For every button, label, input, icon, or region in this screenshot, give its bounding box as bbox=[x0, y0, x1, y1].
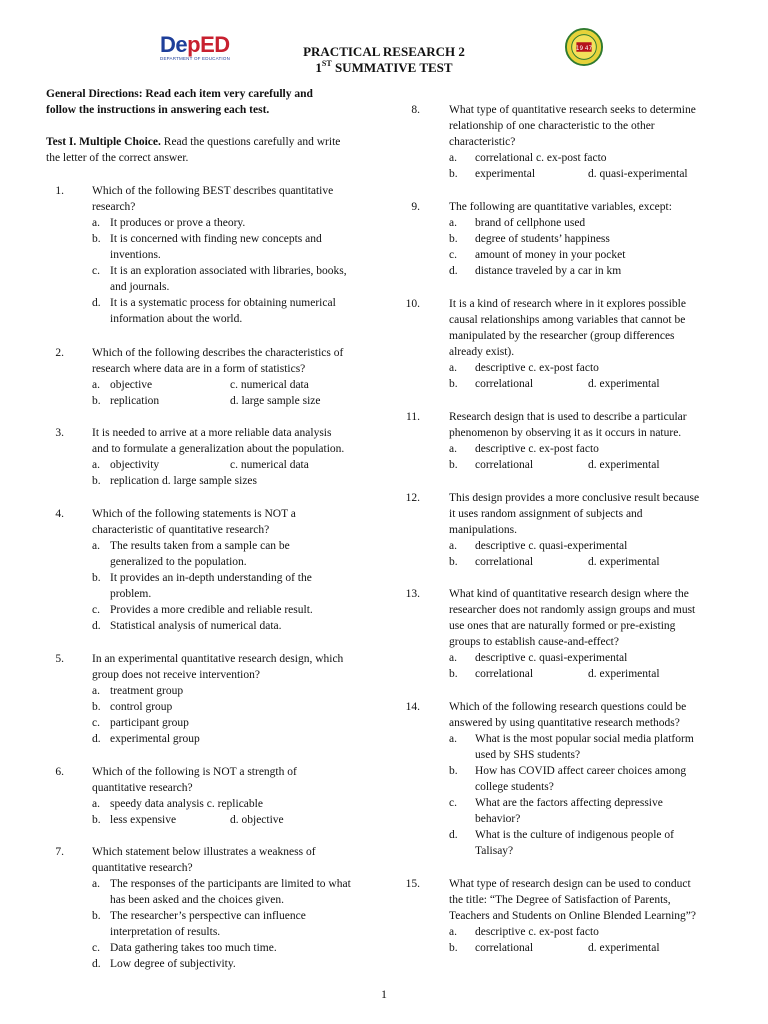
option-letter: a. bbox=[449, 443, 457, 455]
question-text: groups to establish cause-and-effect? bbox=[449, 636, 619, 648]
question-text: manipulated by the researcher (group differences bbox=[449, 330, 675, 342]
question-number: 15. bbox=[405, 878, 420, 890]
option-letter: a. bbox=[449, 152, 457, 164]
option-letter: b. bbox=[449, 556, 458, 568]
question-number: 11. bbox=[406, 411, 420, 423]
option-letter: a. bbox=[92, 685, 100, 697]
option-letter: d. bbox=[92, 958, 101, 970]
option-text: information about the world. bbox=[110, 313, 243, 325]
option-text: Talisay? bbox=[475, 845, 514, 857]
option-letter: b. bbox=[449, 168, 458, 180]
option-text: Provides a more credible and reliable result. bbox=[110, 604, 313, 616]
question-number: 8. bbox=[411, 104, 420, 116]
option-text-right: c. numerical data bbox=[230, 459, 309, 471]
question-text: already exist). bbox=[449, 346, 515, 358]
deped-logo-text-ped: pED bbox=[187, 32, 230, 57]
option-letter: a. bbox=[449, 652, 457, 664]
option-text: The responses of the participants are limited to what bbox=[110, 878, 351, 890]
option-letter: b. bbox=[92, 701, 101, 713]
option-letter: d. bbox=[92, 297, 101, 309]
question-text: it uses random assignment of subjects and bbox=[449, 508, 643, 520]
option-letter: b. bbox=[449, 233, 458, 245]
option-text: has been asked and the choices given. bbox=[110, 894, 285, 906]
question-text: It is needed to arrive at a more reliable data analysis bbox=[92, 427, 332, 439]
option-text: problem. bbox=[110, 588, 152, 600]
option-text: descriptive c. quasi-experimental bbox=[475, 540, 628, 552]
option-text: correlational bbox=[475, 668, 534, 680]
question-text: It is a kind of research where in it explores possible bbox=[449, 298, 686, 310]
question-text: and to formulate a generalization about the population. bbox=[92, 443, 345, 455]
option-text: correlational c. ex-post facto bbox=[475, 152, 607, 164]
option-letter: a. bbox=[449, 733, 457, 745]
question-text: relationship of one characteristic to the other bbox=[449, 120, 655, 132]
question-text: In an experimental quantitative research design, which bbox=[92, 653, 344, 665]
question-number: 1. bbox=[55, 185, 64, 197]
option-letter: a. bbox=[449, 926, 457, 938]
option-letter: a. bbox=[92, 798, 100, 810]
option-text: brand of cellphone used bbox=[475, 217, 586, 229]
question-text: What type of research design can be used to conduct bbox=[449, 878, 691, 890]
option-text: and journals. bbox=[110, 281, 170, 293]
option-letter: b. bbox=[449, 942, 458, 954]
option-letter: a. bbox=[449, 362, 457, 374]
question-number: 4. bbox=[55, 508, 64, 520]
option-text: What are the factors affecting depressive bbox=[475, 797, 663, 809]
option-text: distance traveled by a car in km bbox=[475, 265, 622, 277]
question-text: The following are quantitative variables, except: bbox=[449, 201, 672, 213]
option-letter: c. bbox=[92, 717, 100, 729]
option-text: It is an exploration associated with libraries, books, bbox=[110, 265, 347, 277]
option-text: descriptive c. ex-post facto bbox=[475, 443, 599, 455]
option-letter: c. bbox=[449, 249, 457, 261]
subtitle-rest: SUMMATIVE TEST bbox=[331, 60, 453, 75]
question-text: What type of quantitative research seeks to determine bbox=[449, 104, 696, 116]
option-letter: c. bbox=[449, 797, 457, 809]
question-text: research where data are in a form of statistics? bbox=[92, 363, 306, 375]
option-letter: c. bbox=[92, 265, 100, 277]
option-text: treatment group bbox=[110, 685, 184, 697]
question-text: research? bbox=[92, 201, 136, 213]
question-number: 5. bbox=[55, 653, 64, 665]
option-text: replication bbox=[110, 395, 160, 407]
option-text: amount of money in your pocket bbox=[475, 249, 626, 261]
question-text: quantitative research? bbox=[92, 782, 193, 794]
test-instructions-line-2: the letter of the correct answer. bbox=[46, 152, 189, 164]
general-directions-line-2: follow the instructions in answering each test. bbox=[46, 104, 270, 116]
option-text: replication d. large sample sizes bbox=[110, 475, 258, 487]
option-letter: a. bbox=[92, 459, 100, 471]
page-subtitle bbox=[0, 60, 768, 76]
question-number: 14. bbox=[405, 701, 420, 713]
option-letter: c. bbox=[92, 942, 100, 954]
option-letter: d. bbox=[449, 265, 458, 277]
question-text: Which of the following statements is NOT a bbox=[92, 508, 296, 520]
option-text: It produces or prove a theory. bbox=[110, 217, 246, 229]
option-text-right: d. experimental bbox=[588, 668, 660, 680]
option-text: How has COVID affect career choices among bbox=[475, 765, 687, 777]
option-letter: a. bbox=[92, 217, 100, 229]
question-text: characteristic of quantitative research? bbox=[92, 524, 270, 536]
question-text: group does not receive intervention? bbox=[92, 669, 260, 681]
deped-logo-text-de: De bbox=[160, 32, 188, 57]
option-text: descriptive c. quasi-experimental bbox=[475, 652, 628, 664]
option-text-right: d. experimental bbox=[588, 942, 660, 954]
test-instructions-rest: Read the questions carefully and write bbox=[160, 136, 341, 148]
question-number: 12. bbox=[405, 492, 420, 504]
option-letter: b. bbox=[449, 765, 458, 777]
option-text: experimental group bbox=[110, 733, 200, 745]
option-text: Data gathering takes too much time. bbox=[110, 942, 277, 954]
option-text: descriptive c. ex-post facto bbox=[475, 362, 599, 374]
option-text: college students? bbox=[475, 781, 554, 793]
question-text: Which of the following BEST describes quantitative bbox=[92, 185, 334, 197]
option-text: experimental bbox=[475, 168, 536, 180]
test-instructions-line-1 bbox=[46, 134, 340, 150]
subtitle-sup: ST bbox=[321, 59, 332, 68]
question-text: Which statement below illustrates a weakness of bbox=[92, 846, 316, 858]
option-text: What is the culture of indigenous people of bbox=[475, 829, 674, 841]
option-text: correlational bbox=[475, 378, 534, 390]
question-text: Which of the following is NOT a strength of bbox=[92, 766, 297, 778]
option-text-right: d. experimental bbox=[588, 556, 660, 568]
question-text: researcher does not randomly assign groups and must bbox=[449, 604, 696, 616]
question-text: characteristic? bbox=[449, 136, 516, 148]
deped-logo-tagline: DEPARTMENT OF EDUCATION bbox=[160, 56, 231, 61]
question-text: This design provides a more conclusive result because bbox=[449, 492, 700, 504]
option-letter: a. bbox=[92, 379, 100, 391]
page-title: PRACTICAL RESEARCH 2 bbox=[303, 44, 465, 59]
option-text: Low degree of subjectivity. bbox=[110, 958, 236, 970]
option-text: correlational bbox=[475, 459, 534, 471]
option-text: It is a systematic process for obtaining numerical bbox=[110, 297, 336, 309]
question-text: quantitative research? bbox=[92, 862, 193, 874]
option-text: descriptive c. ex-post facto bbox=[475, 926, 599, 938]
question-text: Teachers and Students on Online Blended Learning”? bbox=[449, 910, 697, 922]
option-text: used by SHS students? bbox=[475, 749, 581, 761]
option-text: correlational bbox=[475, 942, 534, 954]
option-text: speedy data analysis c. replicable bbox=[110, 798, 263, 810]
question-number: 3. bbox=[55, 427, 64, 439]
option-letter: a. bbox=[92, 878, 100, 890]
question-text: the title: “The Degree of Satisfaction of Parents, bbox=[449, 894, 671, 906]
option-letter: b. bbox=[92, 910, 101, 922]
question-text: Which of the following research questions could be bbox=[449, 701, 687, 713]
option-text: What is the most popular social media platform bbox=[475, 733, 694, 745]
option-text-right: d. experimental bbox=[588, 459, 660, 471]
seal-text: 19 47 bbox=[575, 45, 593, 52]
question-text: Which of the following describes the characteristics of bbox=[92, 347, 344, 359]
option-text: correlational bbox=[475, 556, 534, 568]
option-letter: b. bbox=[92, 572, 101, 584]
option-text: generalized to the population. bbox=[110, 556, 247, 568]
page-number: 1 bbox=[381, 987, 387, 1001]
option-letter: a. bbox=[449, 217, 457, 229]
option-text-right: d. quasi-experimental bbox=[588, 168, 688, 180]
option-text-right: c. numerical data bbox=[230, 379, 309, 391]
question-number: 7. bbox=[55, 846, 64, 858]
option-text: participant group bbox=[110, 717, 189, 729]
option-letter: a. bbox=[92, 540, 100, 552]
option-letter: d. bbox=[449, 829, 458, 841]
option-text: The researcher’s perspective can influence bbox=[110, 910, 306, 922]
question-text: Research design that is used to describe a particular bbox=[449, 411, 687, 423]
option-letter: b. bbox=[92, 475, 101, 487]
option-letter: d. bbox=[92, 620, 101, 632]
option-letter: a. bbox=[449, 540, 457, 552]
option-text: The results taken from a sample can be bbox=[110, 540, 290, 552]
question-number: 2. bbox=[55, 347, 64, 359]
option-letter: b. bbox=[449, 378, 458, 390]
option-text: objectivity bbox=[110, 459, 160, 471]
question-text: use ones that are naturally formed or pre-existing bbox=[449, 620, 676, 632]
option-text: less expensive bbox=[110, 814, 177, 826]
option-letter: b. bbox=[92, 395, 101, 407]
option-letter: b. bbox=[449, 459, 458, 471]
option-text: inventions. bbox=[110, 249, 161, 261]
option-text: interpretation of results. bbox=[110, 926, 221, 938]
question-text: What kind of quantitative research design where the bbox=[449, 588, 689, 600]
general-directions-line-1: General Directions: Read each item very carefully and bbox=[46, 88, 313, 100]
option-text: degree of students’ happiness bbox=[475, 233, 610, 245]
question-text: phenomenon by observing it as it occurs in nature. bbox=[449, 427, 682, 439]
option-text-right: d. objective bbox=[230, 814, 284, 826]
option-letter: b. bbox=[92, 233, 101, 245]
question-number: 9. bbox=[411, 201, 420, 213]
option-letter: b. bbox=[92, 814, 101, 826]
test-title: Test I. Multiple Choice. bbox=[46, 136, 161, 148]
option-text-right: d. large sample size bbox=[230, 395, 321, 407]
question-text: causal relationships among variables that cannot be bbox=[449, 314, 686, 326]
question-number: 10. bbox=[405, 298, 420, 310]
option-text: behavior? bbox=[475, 813, 521, 825]
question-number: 13. bbox=[405, 588, 420, 600]
option-text: It is concerned with finding new concepts and bbox=[110, 233, 322, 245]
option-letter: c. bbox=[92, 604, 100, 616]
question-number: 6. bbox=[55, 766, 64, 778]
option-letter: b. bbox=[449, 668, 458, 680]
option-text: objective bbox=[110, 379, 153, 391]
option-letter: d. bbox=[92, 733, 101, 745]
option-text: Statistical analysis of numerical data. bbox=[110, 620, 282, 632]
subtitle-num: 1 bbox=[315, 60, 322, 75]
option-text: control group bbox=[110, 701, 173, 713]
question-text: manipulations. bbox=[449, 524, 518, 536]
question-text: answered by using quantitative research methods? bbox=[449, 717, 680, 729]
option-text: It provides an in-depth understanding of the bbox=[110, 572, 312, 584]
option-text-right: d. experimental bbox=[588, 378, 660, 390]
